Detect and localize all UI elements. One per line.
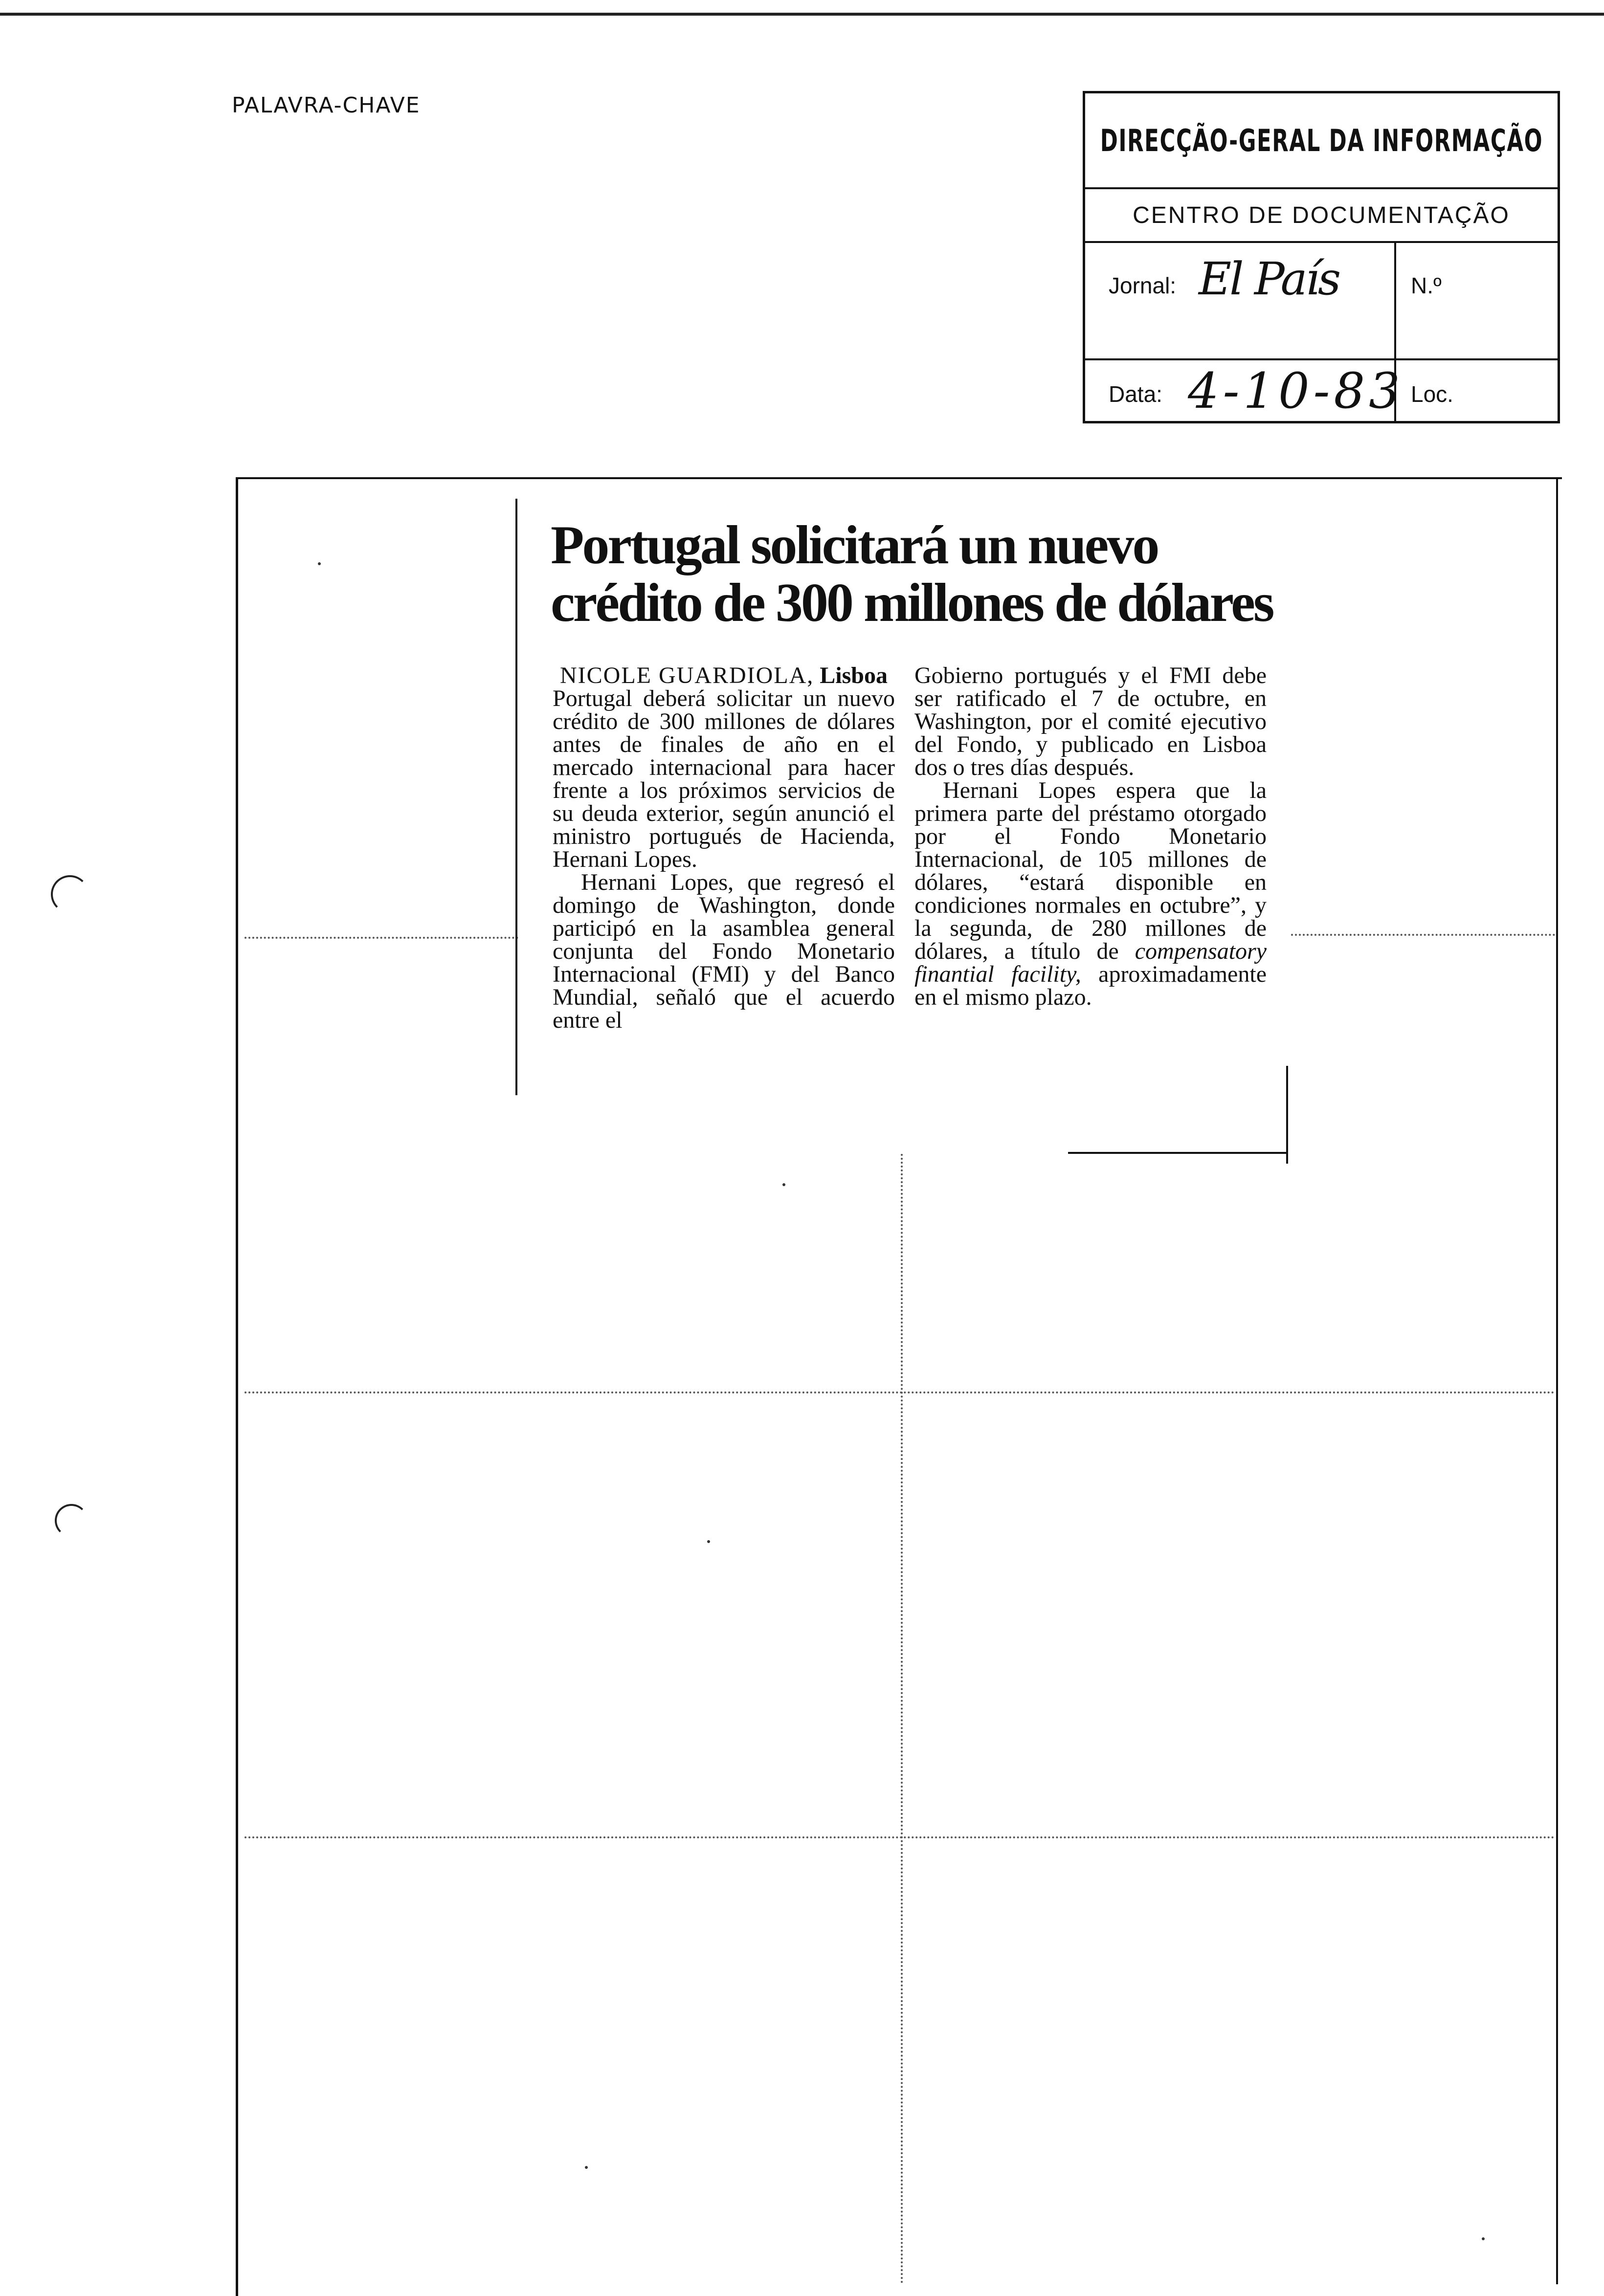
scan-speck	[585, 2166, 588, 2169]
clipping-left-rule	[515, 499, 517, 1095]
article-paragraph-text: Hernani Lopes espera que la primera parte del préstamo otorgado por el Fondo Monetario Internacional, de 105 millones de dólares, “estará disponible en condiciones normales en octubre”, y la segunda, de 280 millones de dólares, a título de	[914, 777, 1267, 964]
grid-dotted-divider	[901, 1154, 903, 2284]
scan-speck	[1482, 2237, 1485, 2240]
top-rule	[0, 13, 1604, 16]
article-column-right	[914, 664, 1267, 1009]
clipping-right-rule	[1286, 1066, 1288, 1164]
article-paragraph: Portugal deberá solicitar un nuevo crédito de 300 millones de dólares antes de finales de año en el mercado internacional para hacer frente a los próximos servicios de su deuda exterior, según anunció el ministro portugués de Hacienda, Hernani Lopes.	[553, 685, 895, 872]
data-handwritten-value: 4-10-83	[1188, 362, 1404, 419]
stamp-data-row	[1085, 360, 1558, 421]
stamp-department: CENTRO DE DOCUMENTAÇÃO	[1133, 202, 1510, 228]
newspaper-clipping	[515, 499, 1293, 1154]
loc-label: Loc.	[1411, 381, 1453, 407]
byline-place: Lisboa	[820, 662, 888, 688]
article-paragraph: Hernani Lopes, que regresó el domingo de Washington, donde participó en la asamblea general conjunta del Fondo Monetario Internacional (FMI) y del Banco Mundial, señaló que el acuerdo entre el	[553, 869, 895, 1033]
jornal-handwritten-value: El País	[1199, 253, 1339, 305]
scan-speck	[707, 1540, 710, 1543]
grid-dotted-rule	[245, 1836, 1555, 1838]
article-paragraph-text: aproximadamente en el mismo plazo.	[914, 961, 1267, 1010]
punch-hole-mark	[55, 1504, 88, 1537]
scan-speck	[782, 1183, 785, 1186]
frame-right-edge	[1556, 477, 1558, 2284]
keyword-label: PALAVRA-CHAVE	[232, 93, 421, 118]
punch-hole-mark	[51, 875, 89, 913]
clipping-bottom-rule	[1068, 1152, 1288, 1154]
stamp-department-row	[1085, 189, 1558, 243]
grid-dotted-rule	[1291, 934, 1555, 936]
jornal-label: Jornal:	[1109, 273, 1177, 298]
article-byline	[553, 664, 895, 687]
byline-author: NICOLE GUARDIOLA,	[559, 662, 814, 688]
stamp-divider	[1394, 243, 1396, 358]
numero-label: N.º	[1411, 273, 1442, 298]
stamp-organization: DIRECÇÃO-GERAL DA INFORMAÇÃO	[1100, 122, 1543, 158]
stamp-organization-row	[1085, 93, 1558, 189]
grid-dotted-rule	[245, 937, 518, 939]
article-italic-term: compensatory finantial facility,	[914, 938, 1267, 987]
article-paragraph-last	[914, 779, 1267, 1009]
data-label: Data:	[1109, 381, 1162, 407]
article-column-left	[553, 664, 895, 1032]
grid-dotted-rule	[245, 1391, 1555, 1393]
article-headline: Portugal solicitará un nuevo crédito de 300 millones de dólares	[551, 515, 1273, 633]
scan-speck	[318, 562, 321, 565]
stamp-jornal-row	[1085, 243, 1558, 360]
article-paragraph: Gobierno portugués y el FMI debe ser ratificado el 7 de octubre, en Washington, por el comité ejecutivo del Fondo, y publicado en Lisboa dos o tres días después.	[914, 662, 1267, 780]
documentation-stamp	[1083, 91, 1560, 423]
